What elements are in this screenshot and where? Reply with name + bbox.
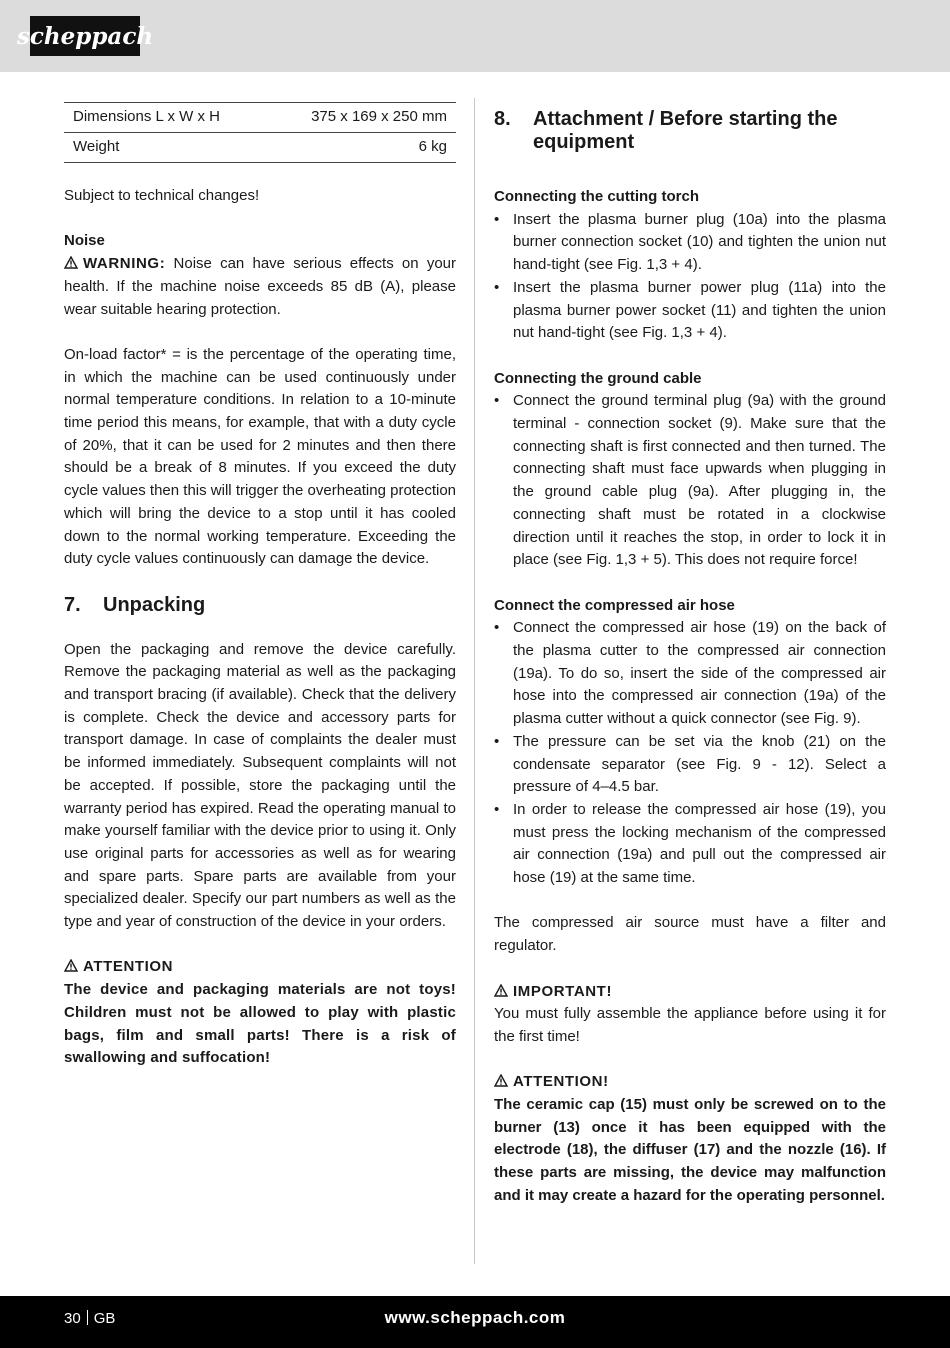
website-link[interactable]: www.scheppach.com (384, 1308, 566, 1327)
warning-label: WARNING: (83, 255, 166, 273)
noise-heading: Noise (64, 232, 105, 250)
ground-heading: Connecting the ground cable (494, 369, 702, 387)
important-label: IMPORTANT! (513, 982, 613, 1000)
page-footer (0, 1296, 950, 1348)
warning-triangle-icon (64, 959, 78, 972)
attention2-heading (494, 1071, 886, 1094)
spec-label: Dimensions L x W x H (64, 103, 267, 133)
list-item: • Insert the plasma burner plug (10a) into the plasma burner connection socket (10) and tighten the union nut hand-tight (see Fig. 1,3 + 4). (494, 210, 886, 274)
important-heading (494, 981, 886, 1004)
onload-factor-text: On-load factor* = is the percentage of the operating time, in which the machine can be used continuously under normal temperature conditions. In relation to a 10-minute time period this means, for example, that with a duty cycle of 20%, that it can be used for 2 minutes and then there should be a break of 8 minutes. If you exceed the duty cycle values then this will trigger the overheating protection which will bring the device to a stop until it has cooled down to the normal working temperature. Exceeding the duty cycle values continuously can damage the device. (64, 345, 456, 568)
scheppach-logo: scheppach (30, 16, 140, 56)
page-number: 30 (64, 1310, 81, 1327)
right-column (494, 98, 886, 1230)
attention2-label: ATTENTION! (513, 1073, 609, 1091)
section-title: Unpacking (103, 593, 206, 616)
section-8-heading (494, 108, 886, 154)
attention2-text: The ceramic cap (15) must only be screwed on to the burner (13) once it has been equipped with the electrode (18), the diffuser (17) and the nozzle (16). If these parts are missing, the device may malfunction and it may create a hazard for the operating personnel. (494, 1096, 886, 1204)
attention-text: The device and packaging materials are not toys! Children must not be allowed to play with plastic bags, film and small parts! There is a risk of swallowing and suffocation! (64, 981, 456, 1067)
spec-value: 375 x 169 x 250 mm (267, 103, 456, 133)
spec-label: Weight (64, 133, 267, 163)
warning-triangle-icon (494, 984, 508, 997)
language-code: GB (93, 1310, 116, 1327)
air-source-note: The compressed air source must have a filter and regulator. (494, 914, 886, 955)
spec-value: 6 kg (267, 133, 456, 163)
unpacking-text: Open the packaging and remove the device carefully. Remove the packaging material as well as the packaging and transport bracing (if available). Check that the delivery is complete. Check the device and accessory parts for transport damage. In case of complaints the dealer must be informed immediately. Subsequent complaints will not be accepted. If possible, store the packaging until the warranty period has expired. Read the operating manual to make yourself familiar with the device prior to using it. Only use original parts for accessories as well as for wearing and spare parts. Spare parts are available from your specialized dealer. Specify our part numbers as well as the type and year of construction of the device in your orders. (64, 640, 456, 931)
warning-triangle-icon (494, 1074, 508, 1087)
noise-warning (64, 253, 456, 321)
important-text: You must fully assemble the appliance before using it for the first time! (494, 1005, 886, 1045)
table-row (64, 133, 456, 163)
subject-note: Subject to technical changes! (64, 187, 260, 204)
column-divider (474, 98, 475, 1264)
air-hose-list (494, 617, 886, 889)
list-item: • The pressure can be set via the knob (21) on the condensate separator (see Fig. 9 - 12). Select a pressure of 4–4.5 bar. (494, 732, 886, 796)
section-title: Attachment / Before starting the equipment (533, 108, 838, 153)
air-hose-heading: Connect the compressed air hose (494, 596, 735, 614)
left-column (64, 98, 456, 1093)
warning-text: Noise can have serious effects on your health. If the machine noise exceeds 85 dB (A), please wear suitable hearing protection. (64, 255, 456, 318)
torch-heading: Connecting the cutting torch (494, 188, 699, 205)
attention-label: ATTENTION (83, 958, 174, 976)
list-item: • Connect the compressed air hose (19) on the back of the plasma cutter to the compressed air connection (19a). To do so, insert the side of the compressed air hose into the compressed air connection (19a) of the plasma cutter without a quick connector (see Fig. 9). (494, 619, 886, 728)
section-7-heading (64, 594, 456, 617)
spec-table (64, 102, 456, 163)
table-row (64, 103, 456, 133)
ground-list (494, 390, 886, 572)
section-number: 7. (64, 593, 81, 616)
section-number: 8. (494, 108, 511, 130)
warning-triangle-icon (64, 256, 78, 269)
torch-list (494, 209, 886, 345)
attention-heading (64, 956, 456, 979)
list-item: • In order to release the compressed air hose (19), you must press the locking mechanism of the compressed air connection (19a) and pull out the compressed air hose (19) at the same time. (494, 800, 886, 887)
page-header (0, 0, 950, 72)
list-item: • Connect the ground terminal plug (9a) with the ground terminal - connection socket (9). Make sure that the connecting shaft is first connected and then turned. The connecting shaft must face upwards when plugging in the ground cable plug (9a). After plugging in, the connecting shaft must be rotated in a clockwise direction until it reaches the stop, in order to lock it in place (see Fig. 1,3 + 5). This does not require force! (494, 392, 886, 569)
list-item: • Insert the plasma burner power plug (11a) into the plasma burner power socket (11) and tighten the union nut hand-tight (see Fig. 1,3 + 4). (494, 278, 886, 342)
